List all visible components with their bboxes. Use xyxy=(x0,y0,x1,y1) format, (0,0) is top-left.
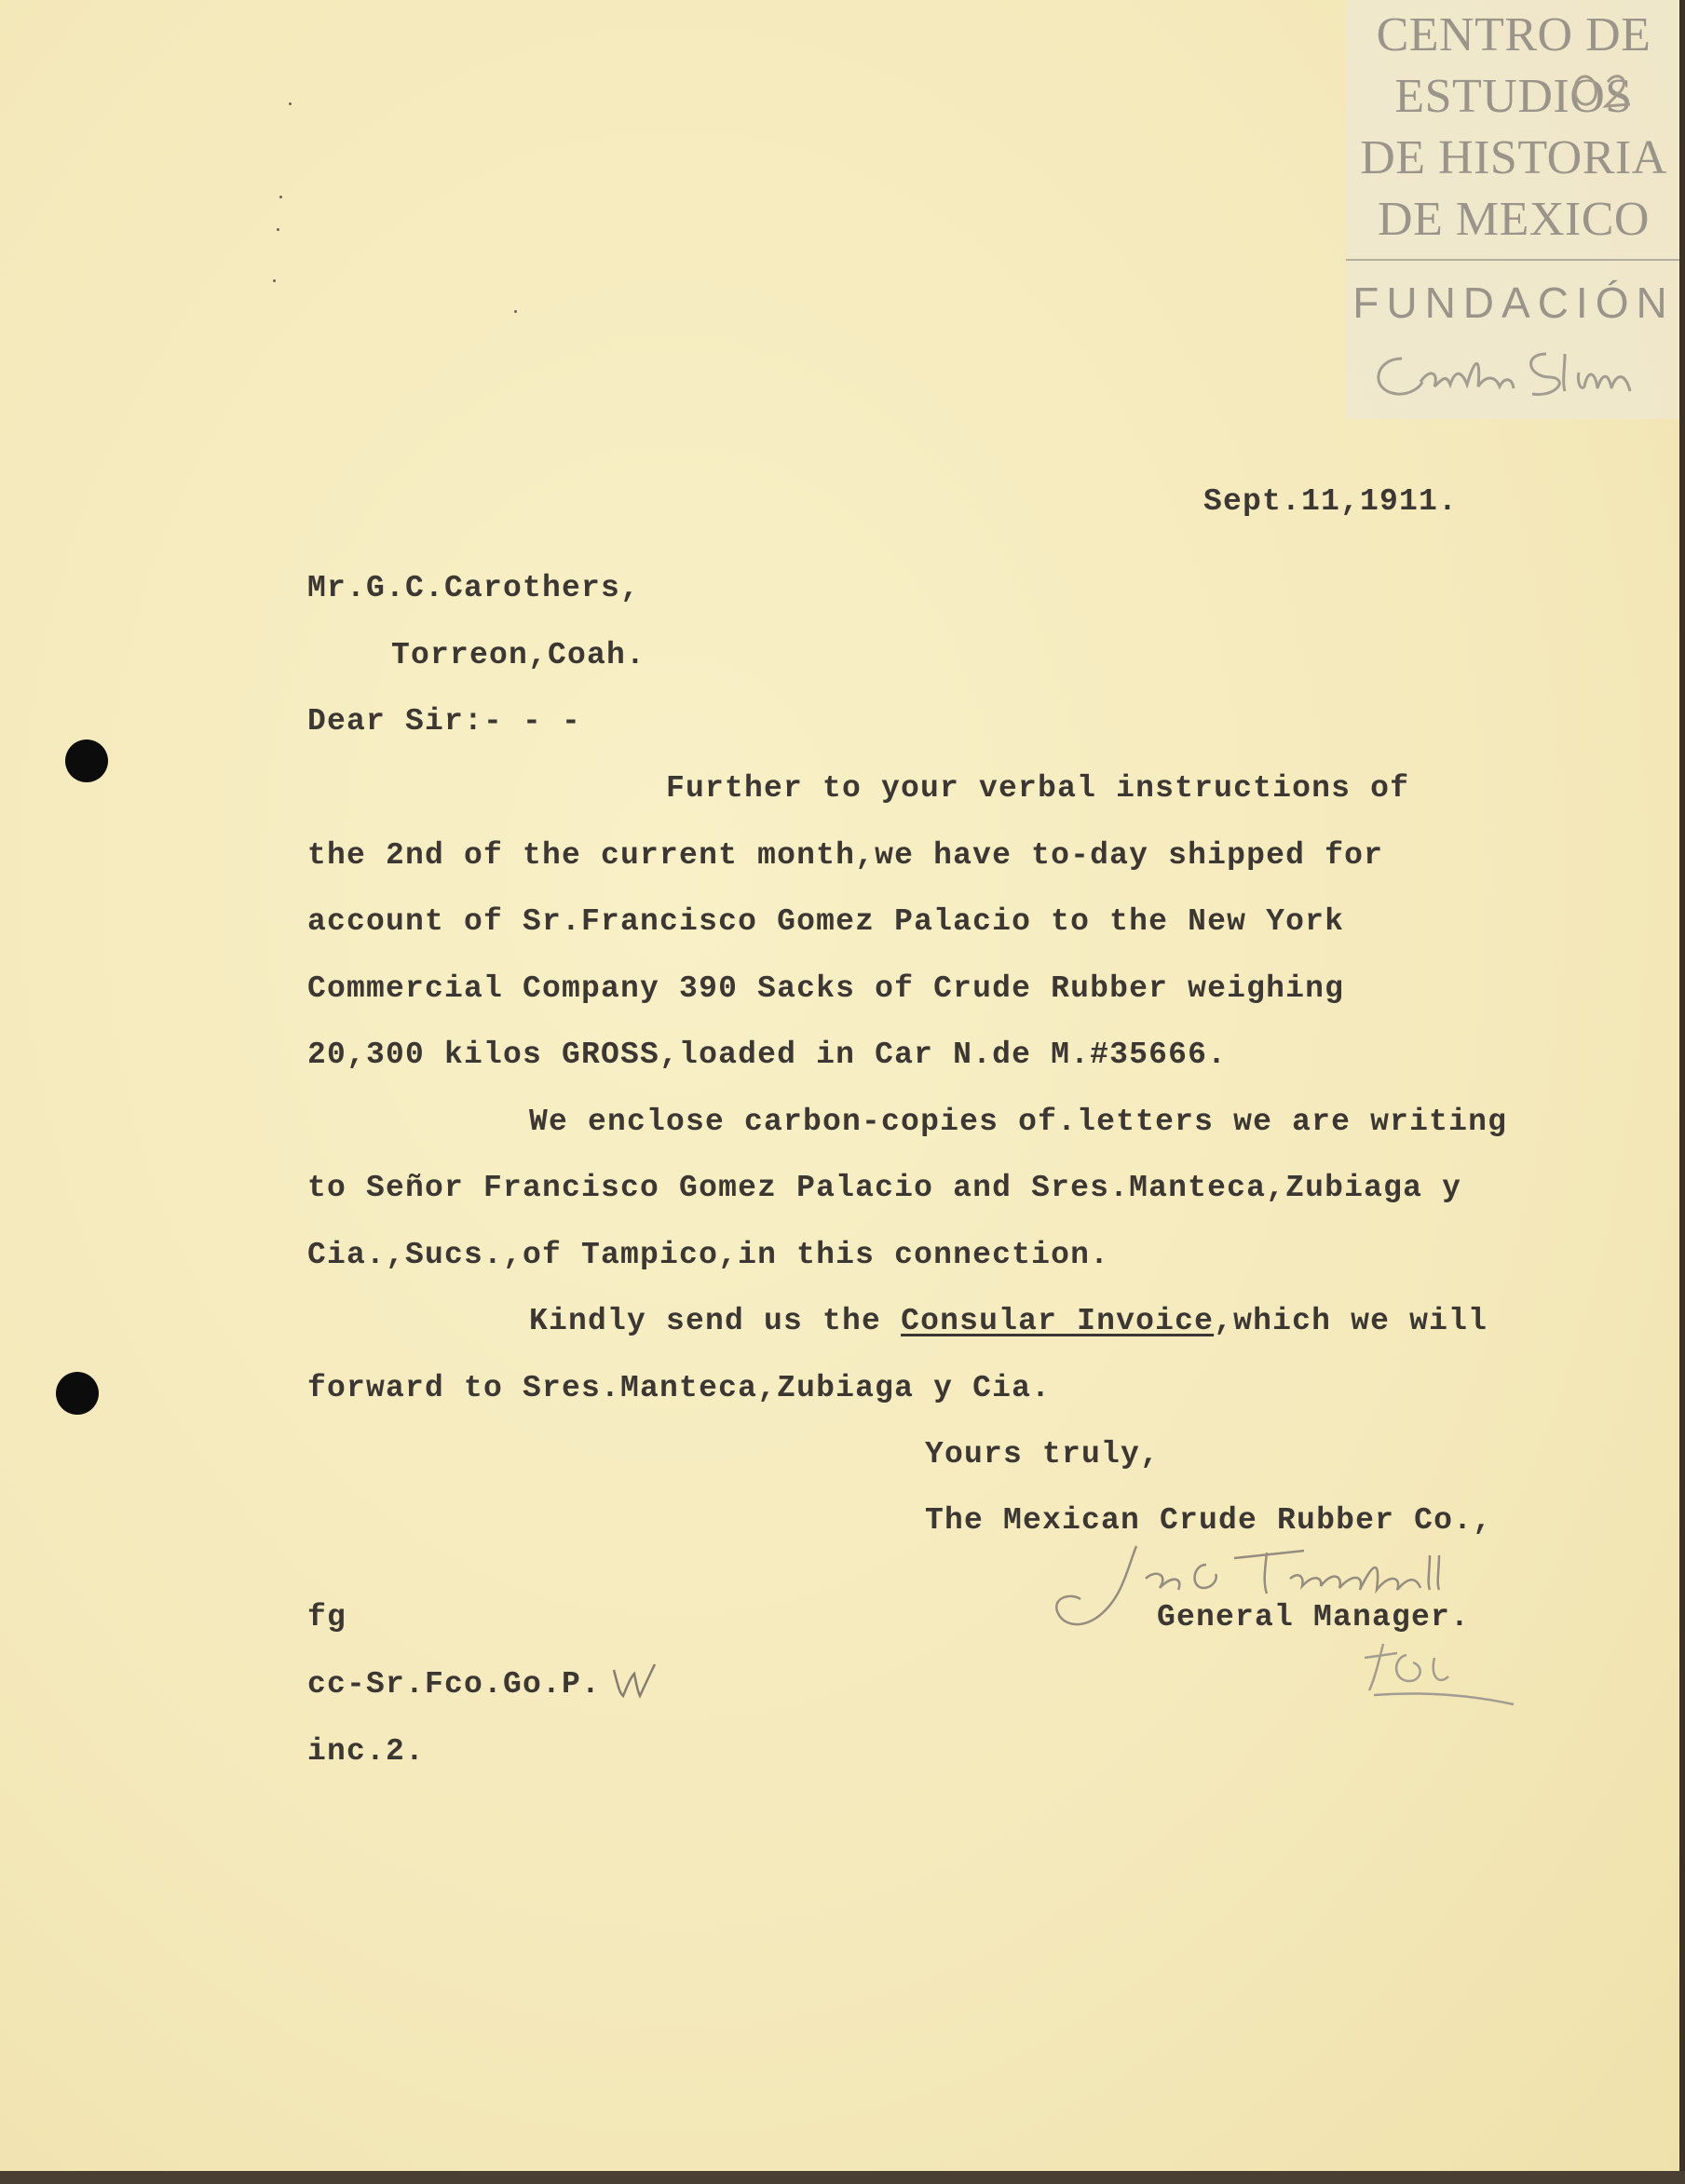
body-line-2: the 2nd of the current month,we have to-day shipped for xyxy=(307,838,1384,873)
letter-date: Sept.11,1911. xyxy=(1203,484,1459,519)
signer-title: General Manager. xyxy=(1157,1600,1471,1635)
salutation: Dear Sir:- - - xyxy=(307,704,582,739)
body-line-9 xyxy=(529,1304,1488,1338)
stamp-foundation: FUNDACIÓN xyxy=(1352,278,1675,327)
body-line-8: Cia.,Sucs.,of Tampico,in this connection. xyxy=(307,1238,1110,1272)
paper-speck xyxy=(273,279,276,282)
punch-hole-bottom xyxy=(56,1372,99,1415)
handwritten-initials-icon xyxy=(1355,1635,1523,1718)
page-number-handwritten-icon xyxy=(1570,69,1636,115)
archive-stamp xyxy=(1346,0,1681,419)
stamp-line-2: ESTUDIOS xyxy=(1394,70,1633,123)
body-line-4: Commercial Company 390 Sacks of Crude Rubber weighing xyxy=(307,971,1345,1006)
closing: Yours truly, xyxy=(925,1437,1161,1472)
para3-end: ,which we will xyxy=(1214,1304,1488,1338)
body-line-1: Further to your verbal instructions of xyxy=(666,771,1410,806)
stamp-line-1: CENTRO DE xyxy=(1376,8,1651,61)
stamp-line-4: DE MEXICO xyxy=(1378,193,1650,246)
consular-invoice-underlined: Consular Invoice xyxy=(901,1304,1215,1338)
body-line-3: account of Sr.Francisco Gomez Palacio to the New York xyxy=(307,904,1345,939)
body-line-7: to Señor Francisco Gomez Palacio and Sres.Manteca,Zubiaga y xyxy=(307,1171,1462,1205)
company-name: The Mexican Crude Rubber Co., xyxy=(925,1503,1493,1538)
paper-speck xyxy=(514,310,517,313)
check-mark-icon xyxy=(610,1661,657,1702)
addressee-city: Torreon,Coah. xyxy=(391,638,646,672)
paper-speck xyxy=(277,228,279,231)
paper-speck xyxy=(289,102,292,105)
body-line-10: forward to Sres.Manteca,Zubiaga y Cia. xyxy=(307,1371,1052,1405)
enclosures-note: inc.2. xyxy=(307,1734,426,1769)
paper-speck xyxy=(279,196,282,198)
stamp-line-3: DE HISTORIA xyxy=(1360,131,1667,184)
carbon-copy-note: cc-Sr.Fco.Go.P. xyxy=(307,1667,602,1702)
typist-initials: fg xyxy=(307,1600,347,1635)
body-line-5: 20,300 kilos GROSS,loaded in Car N.de M.#35666. xyxy=(307,1038,1228,1072)
body-line-6: We enclose carbon-copies of.letters we are writing xyxy=(529,1105,1508,1139)
stamp-divider xyxy=(1346,259,1681,261)
scan-edge-bottom xyxy=(0,2171,1685,2184)
punch-hole-top xyxy=(65,739,108,782)
addressee-name: Mr.G.C.Carothers, xyxy=(307,571,641,605)
carlos-slim-signature-icon xyxy=(1365,340,1672,405)
para3-start: Kindly send us the xyxy=(529,1304,902,1338)
scan-edge-right xyxy=(1679,0,1685,2184)
